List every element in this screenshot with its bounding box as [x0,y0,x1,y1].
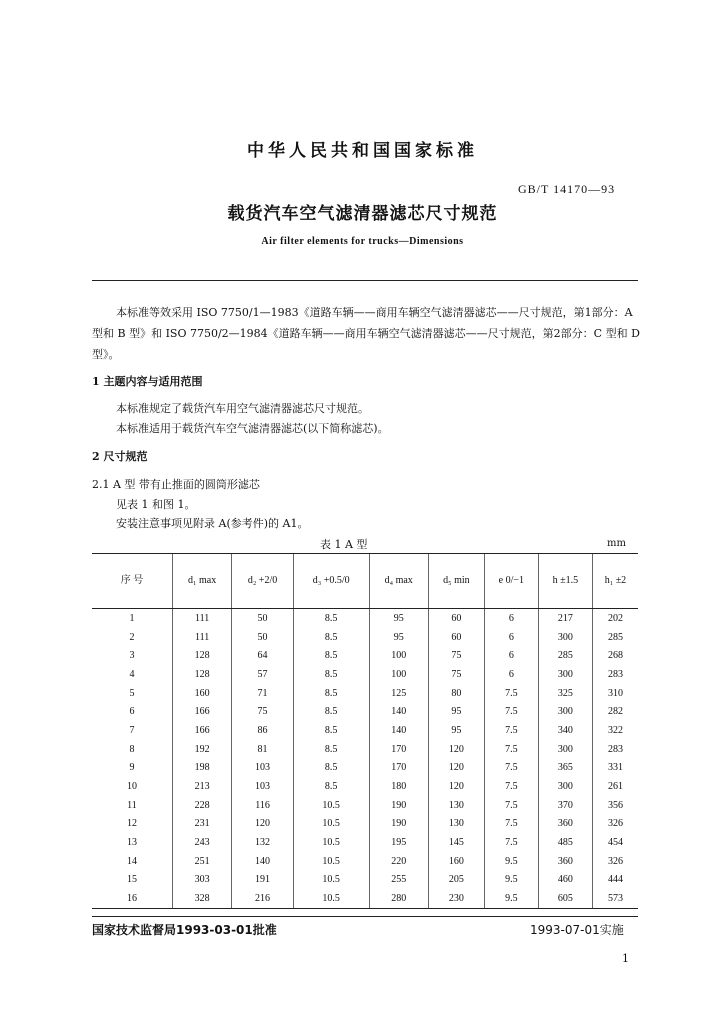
table-cell: 190 [369,796,428,815]
table-cell: 9 [129,762,135,774]
col-header-d3: d₃ +0.5/0 [293,554,369,609]
intro-paragraph: 本标准等效采用 ISO 7750/1—1983《道路车辆——商用车辆空气滤清器滤芯——尺寸规范，第1部分：A 型和 B 型》和 ISO 7750/2—1984《道路车辆——商用车辆空气滤清器滤芯——尺寸规范，第2部分：C 型和 D 型》。 [92,306,640,361]
table-row [92,702,638,721]
table-cell: 573 [592,889,638,908]
table-cell: 251 [173,852,232,871]
table-cell: 605 [538,889,592,908]
table-cell: 280 [369,889,428,908]
col-header-d4: d₄ max [369,554,428,609]
table-cell: 180 [369,777,428,796]
table-cell: 1 [129,612,135,624]
section-2-line-1: 见表 1 和图 1。 [116,498,196,511]
col-header-d2: d₂ +2/0 [232,554,294,609]
table-cell: 120 [428,759,484,778]
table-cell: 95 [428,721,484,740]
table-cell: 198 [173,759,232,778]
table-cell: 160 [428,852,484,871]
table-cell: 10.5 [293,833,369,852]
table-row [92,609,638,628]
table-cell: 10 [127,781,137,793]
table-cell: 7 [129,724,135,736]
table-cell: 95 [369,609,428,628]
table-cell: 310 [592,684,638,703]
section-1-line-1: 本标准规定了载货汽车用空气滤清器滤芯尺寸规范。 [116,402,369,415]
table-cell: 111 [173,628,232,647]
table-cell: 14 [127,855,137,867]
table-cell: 8.5 [293,740,369,759]
table-cell: 285 [538,646,592,665]
table-cell: 75 [428,646,484,665]
table-cell: 300 [538,740,592,759]
table-cell: 10.5 [293,815,369,834]
table-row [92,759,638,778]
table-cell: 283 [592,740,638,759]
table-row [92,815,638,834]
table-cell: 6 [484,609,538,628]
table-cell: 125 [369,684,428,703]
table-cell: 4 [129,668,135,680]
table-cell: 140 [369,721,428,740]
national-standard-heading: 中华人民共和国国家标准 [247,141,478,161]
table-cell: 190 [369,815,428,834]
table-cell: 75 [428,665,484,684]
table-cell: 300 [538,628,592,647]
table-cell: 230 [428,889,484,908]
table-cell: 170 [369,759,428,778]
table-cell: 485 [538,833,592,852]
table-cell: 130 [428,815,484,834]
header-divider [92,280,638,281]
table-cell: 326 [592,852,638,871]
table-cell: 11 [127,799,137,811]
table-cell: 8.5 [293,609,369,628]
table-row [92,833,638,852]
table-cell: 243 [173,833,232,852]
table-row [92,684,638,703]
page-number: 1 [622,952,629,965]
table-cell: 9.5 [484,852,538,871]
table-cell: 285 [592,628,638,647]
col-header-h: h ±1.5 [538,554,592,609]
col-header-e: e 0/−1 [484,554,538,609]
table-cell: 8.5 [293,759,369,778]
table-cell: 95 [428,702,484,721]
table-cell: 454 [592,833,638,852]
table-cell: 325 [538,684,592,703]
table-cell: 50 [232,628,294,647]
col-header-d1: d₁ max [173,554,232,609]
table-cell: 60 [428,609,484,628]
table-cell: 103 [232,777,294,796]
table-cell: 13 [127,837,137,849]
table-cell: 116 [232,796,294,815]
section-2-heading: 2 尺寸规范 [92,450,148,463]
table-cell: 10.5 [293,889,369,908]
table-cell: 195 [369,833,428,852]
table-cell: 81 [232,740,294,759]
table-cell: 444 [592,871,638,890]
table-cell: 132 [232,833,294,852]
table-cell: 216 [232,889,294,908]
table-cell: 140 [369,702,428,721]
table-cell: 8.5 [293,628,369,647]
table-cell: 103 [232,759,294,778]
document-title-en: Air filter elements for trucks—Dimensions [261,236,464,247]
table-cell: 6 [129,706,135,718]
table-cell: 8.5 [293,646,369,665]
table-cell: 86 [232,721,294,740]
table-cell: 170 [369,740,428,759]
table-cell: 71 [232,684,294,703]
table-cell: 128 [173,665,232,684]
standard-code: GB/T 14170—93 [518,182,616,196]
table-cell: 60 [428,628,484,647]
table-cell: 213 [173,777,232,796]
table-cell: 300 [538,665,592,684]
approval-note: 国家技术监督局1993-03-01批准 [92,923,277,937]
table-cell: 360 [538,852,592,871]
table-cell: 8.5 [293,684,369,703]
table-cell: 8.5 [293,777,369,796]
table-cell: 111 [173,609,232,628]
table-cell: 7.5 [484,833,538,852]
table-cell: 120 [232,815,294,834]
table-cell: 7.5 [484,740,538,759]
document-title-cn: 载货汽车空气滤清器滤芯尺寸规范 [227,204,498,224]
table-cell: 166 [173,721,232,740]
table-cell: 191 [232,871,294,890]
table-cell: 255 [369,871,428,890]
subsection-2-1: 2.1 A 型 带有止推面的圆筒形滤芯 [92,478,260,491]
table-cell: 64 [232,646,294,665]
dimensions-table [92,553,638,909]
table-cell: 202 [592,609,638,628]
table-cell: 50 [232,609,294,628]
section-1-heading: 1 主题内容与适用范围 [92,375,203,388]
col-header-no: 序 号 [92,554,173,609]
table-cell: 268 [592,646,638,665]
table-cell: 75 [232,702,294,721]
table-row [92,871,638,890]
table-cell: 205 [428,871,484,890]
table-cell: 120 [428,777,484,796]
table-cell: 460 [538,871,592,890]
table-cell: 365 [538,759,592,778]
table-cell: 7.5 [484,721,538,740]
table-cell: 6 [484,628,538,647]
table-cell: 9.5 [484,871,538,890]
table-cell: 166 [173,702,232,721]
table-unit: mm [607,538,626,549]
table-cell: 326 [592,815,638,834]
table-cell: 10.5 [293,796,369,815]
table-cell: 7.5 [484,777,538,796]
table-cell: 360 [538,815,592,834]
table-cell: 160 [173,684,232,703]
table-caption: 表 1 A 型 [320,538,368,551]
table-cell: 300 [538,702,592,721]
table-cell: 95 [369,628,428,647]
table-cell: 12 [127,818,137,830]
col-header-h1: h₁ ±2 [592,554,638,609]
table-cell: 8 [129,743,135,755]
table-cell: 5 [129,687,135,699]
section-2-line-2: 安装注意事项见附录 A(参考件)的 A1。 [116,517,309,530]
table-cell: 100 [369,665,428,684]
section-1-line-2: 本标准适用于载货汽车空气滤清器滤芯(以下简称滤芯)。 [116,422,389,435]
table-cell: 7.5 [484,759,538,778]
table-cell: 8.5 [293,702,369,721]
table-row [92,665,638,684]
table-cell: 15 [127,874,137,886]
table-cell: 8.5 [293,721,369,740]
table-row [92,721,638,740]
table-row [92,796,638,815]
table-cell: 228 [173,796,232,815]
table-cell: 130 [428,796,484,815]
table-cell: 217 [538,609,592,628]
table-cell: 192 [173,740,232,759]
table-cell: 120 [428,740,484,759]
table-cell: 57 [232,665,294,684]
table-cell: 7.5 [484,684,538,703]
table-cell: 100 [369,646,428,665]
table-row [92,740,638,759]
table-cell: 261 [592,777,638,796]
table-cell: 231 [173,815,232,834]
table-cell: 370 [538,796,592,815]
implementation-date: 1993-07-01实施 [530,923,624,937]
table-cell: 2 [129,631,135,643]
table-cell: 220 [369,852,428,871]
table-cell: 9.5 [484,889,538,908]
table-cell: 10.5 [293,852,369,871]
table-row [92,852,638,871]
table-cell: 328 [173,889,232,908]
table-cell: 145 [428,833,484,852]
col-header-d5: d₅ min [428,554,484,609]
table-cell: 16 [92,889,173,908]
table-row [92,777,638,796]
table-cell: 140 [232,852,294,871]
table-cell: 322 [592,721,638,740]
table-header-row [92,554,638,609]
footer-divider [92,916,638,917]
table-cell: 10.5 [293,871,369,890]
table-cell: 356 [592,796,638,815]
table-cell: 6 [484,665,538,684]
table-cell: 80 [428,684,484,703]
table-row [92,628,638,647]
table-cell: 7.5 [484,796,538,815]
table-cell: 128 [173,646,232,665]
table-cell: 6 [484,646,538,665]
table-cell: 340 [538,721,592,740]
table-cell: 300 [538,777,592,796]
table-cell: 303 [173,871,232,890]
table-cell: 282 [592,702,638,721]
table-cell: 331 [592,759,638,778]
table-cell: 8.5 [293,665,369,684]
table-cell: 283 [592,665,638,684]
table-row [92,889,638,908]
table-cell: 7.5 [484,702,538,721]
table-cell: 3 [129,650,135,662]
table-cell: 7.5 [484,815,538,834]
table-body [92,609,638,909]
table-row [92,646,638,665]
